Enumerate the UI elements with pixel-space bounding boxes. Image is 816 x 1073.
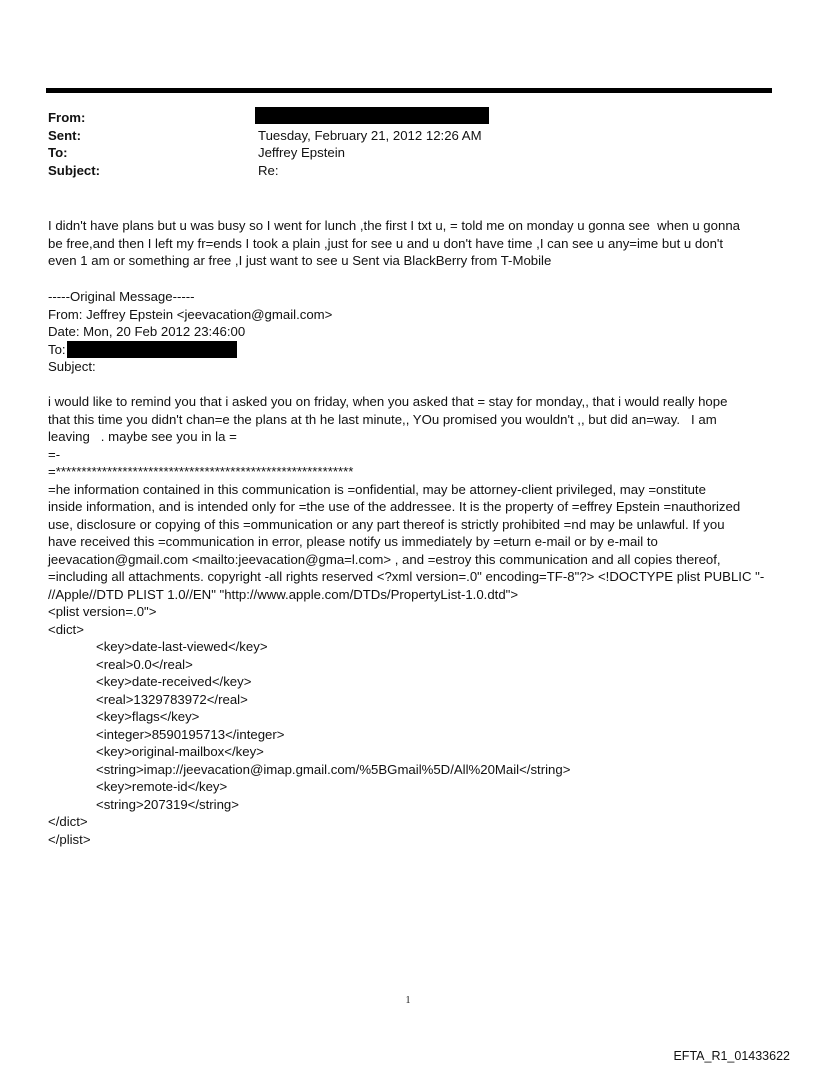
plist-line: <key>original-mailbox</key> xyxy=(96,744,264,759)
disclaimer-line: use, disclosure or copying of this =ommunication or any part thereof is strictly prohibited =nd may be unlawful. If you xyxy=(48,516,725,532)
closing-line: </dict> xyxy=(48,814,88,829)
plist-line: <key>date-last-viewed</key> xyxy=(96,639,268,654)
original-marker: -----Original Message----- xyxy=(48,289,195,304)
disclaimer-line: //Apple//DTD PLIST 1.0//EN" "http://www.apple.com/DTDs/PropertyList-1.0.dtd"> xyxy=(48,586,519,602)
disclaimer-line: have received this =communication in error, please notify us immediately by =eturn e-mail or by e-mail to xyxy=(48,534,658,549)
plist-line: <key>date-received</key> xyxy=(96,674,252,689)
reply-body xyxy=(48,217,768,270)
plist-line: <real>1329783972</real> xyxy=(96,691,248,707)
original-to: To: xyxy=(48,341,66,357)
subject-label: Subject: xyxy=(48,162,101,178)
message-line: =********************************************************** xyxy=(48,464,354,479)
message-line: that this time you didn't chan=e the plans at th he last minute,, YOu promised you wouldn't ,, but did an=way. I am xyxy=(48,411,717,427)
from-label: From: xyxy=(48,110,86,125)
sent-value: Tuesday, February 21, 2012 12:26 AM xyxy=(258,127,482,143)
plist-line: <string>207319</string> xyxy=(96,796,239,812)
original-subject: Subject: xyxy=(48,359,96,374)
plist-line: <string>imap://jeevacation@imap.gmail.com/%5BGmail%5D/All%20Mail</string> xyxy=(96,761,571,777)
message-line: =- xyxy=(48,446,61,462)
disclaimer-line: =he information contained in this communication is =onfidential, may be attorney-client privileged, may =onstitute xyxy=(48,481,706,497)
closing-line: </plist> xyxy=(48,831,91,847)
page-number: 1 xyxy=(405,995,411,1006)
bates-number: EFTA_R1_01433622 xyxy=(673,1049,790,1063)
to-redaction xyxy=(67,341,237,358)
disclaimer-line: =including all attachments. copyright -all rights reserved <?xml version=.0" encoding=TF-8"?> <!DOCTYPE plist PUBLIC "- xyxy=(48,569,765,584)
original-from: From: Jeffrey Epstein <jeevacation@gmail.com> xyxy=(48,306,333,322)
plist-line: <key>flags</key> xyxy=(96,709,200,724)
header-rule xyxy=(46,88,772,93)
plist-line: <real>0.0</real> xyxy=(96,656,193,672)
original-date: Date: Mon, 20 Feb 2012 23:46:00 xyxy=(48,324,246,339)
to-label: To: xyxy=(48,145,68,160)
message-line: i would like to remind you that i asked you on friday, when you asked that = stay for monday,, that i would really hope xyxy=(48,394,728,409)
plist-line: <integer>8590195713</integer> xyxy=(96,726,285,742)
from-redaction xyxy=(255,107,489,124)
original-message xyxy=(48,288,768,848)
disclaimer-line: <dict> xyxy=(48,621,84,637)
to-value: Jeffrey Epstein xyxy=(258,145,345,160)
disclaimer-line: jeevacation@gmail.com <mailto:jeevacation@gma=l.com> , and =estroy this communication and all copies thereof, xyxy=(48,551,721,567)
disclaimer-line: <plist version=.0"> xyxy=(48,604,157,619)
sent-label: Sent: xyxy=(48,127,81,143)
reply-line: even 1 am or something ar free ,I just want to see u Sent via BlackBerry from T-Mobile xyxy=(48,253,552,268)
reply-line: I didn't have plans but u was busy so I went for lunch ,the first I txt u, = told me on monday u gonna see when u gonna xyxy=(48,218,740,233)
subject-value: Re: xyxy=(258,162,279,178)
reply-line: be free,and then I left my fr=ends I took a plain ,just for see u and u don't have time ,I can see u any=ime but u don't xyxy=(48,235,724,251)
plist-line: <key>remote-id</key> xyxy=(96,779,228,794)
disclaimer-line: inside information, and is intended only for =the use of the addressee. It is the property of =effrey Epstein =nauthorized xyxy=(48,499,741,514)
message-line: leaving . maybe see you in la = xyxy=(48,429,237,444)
